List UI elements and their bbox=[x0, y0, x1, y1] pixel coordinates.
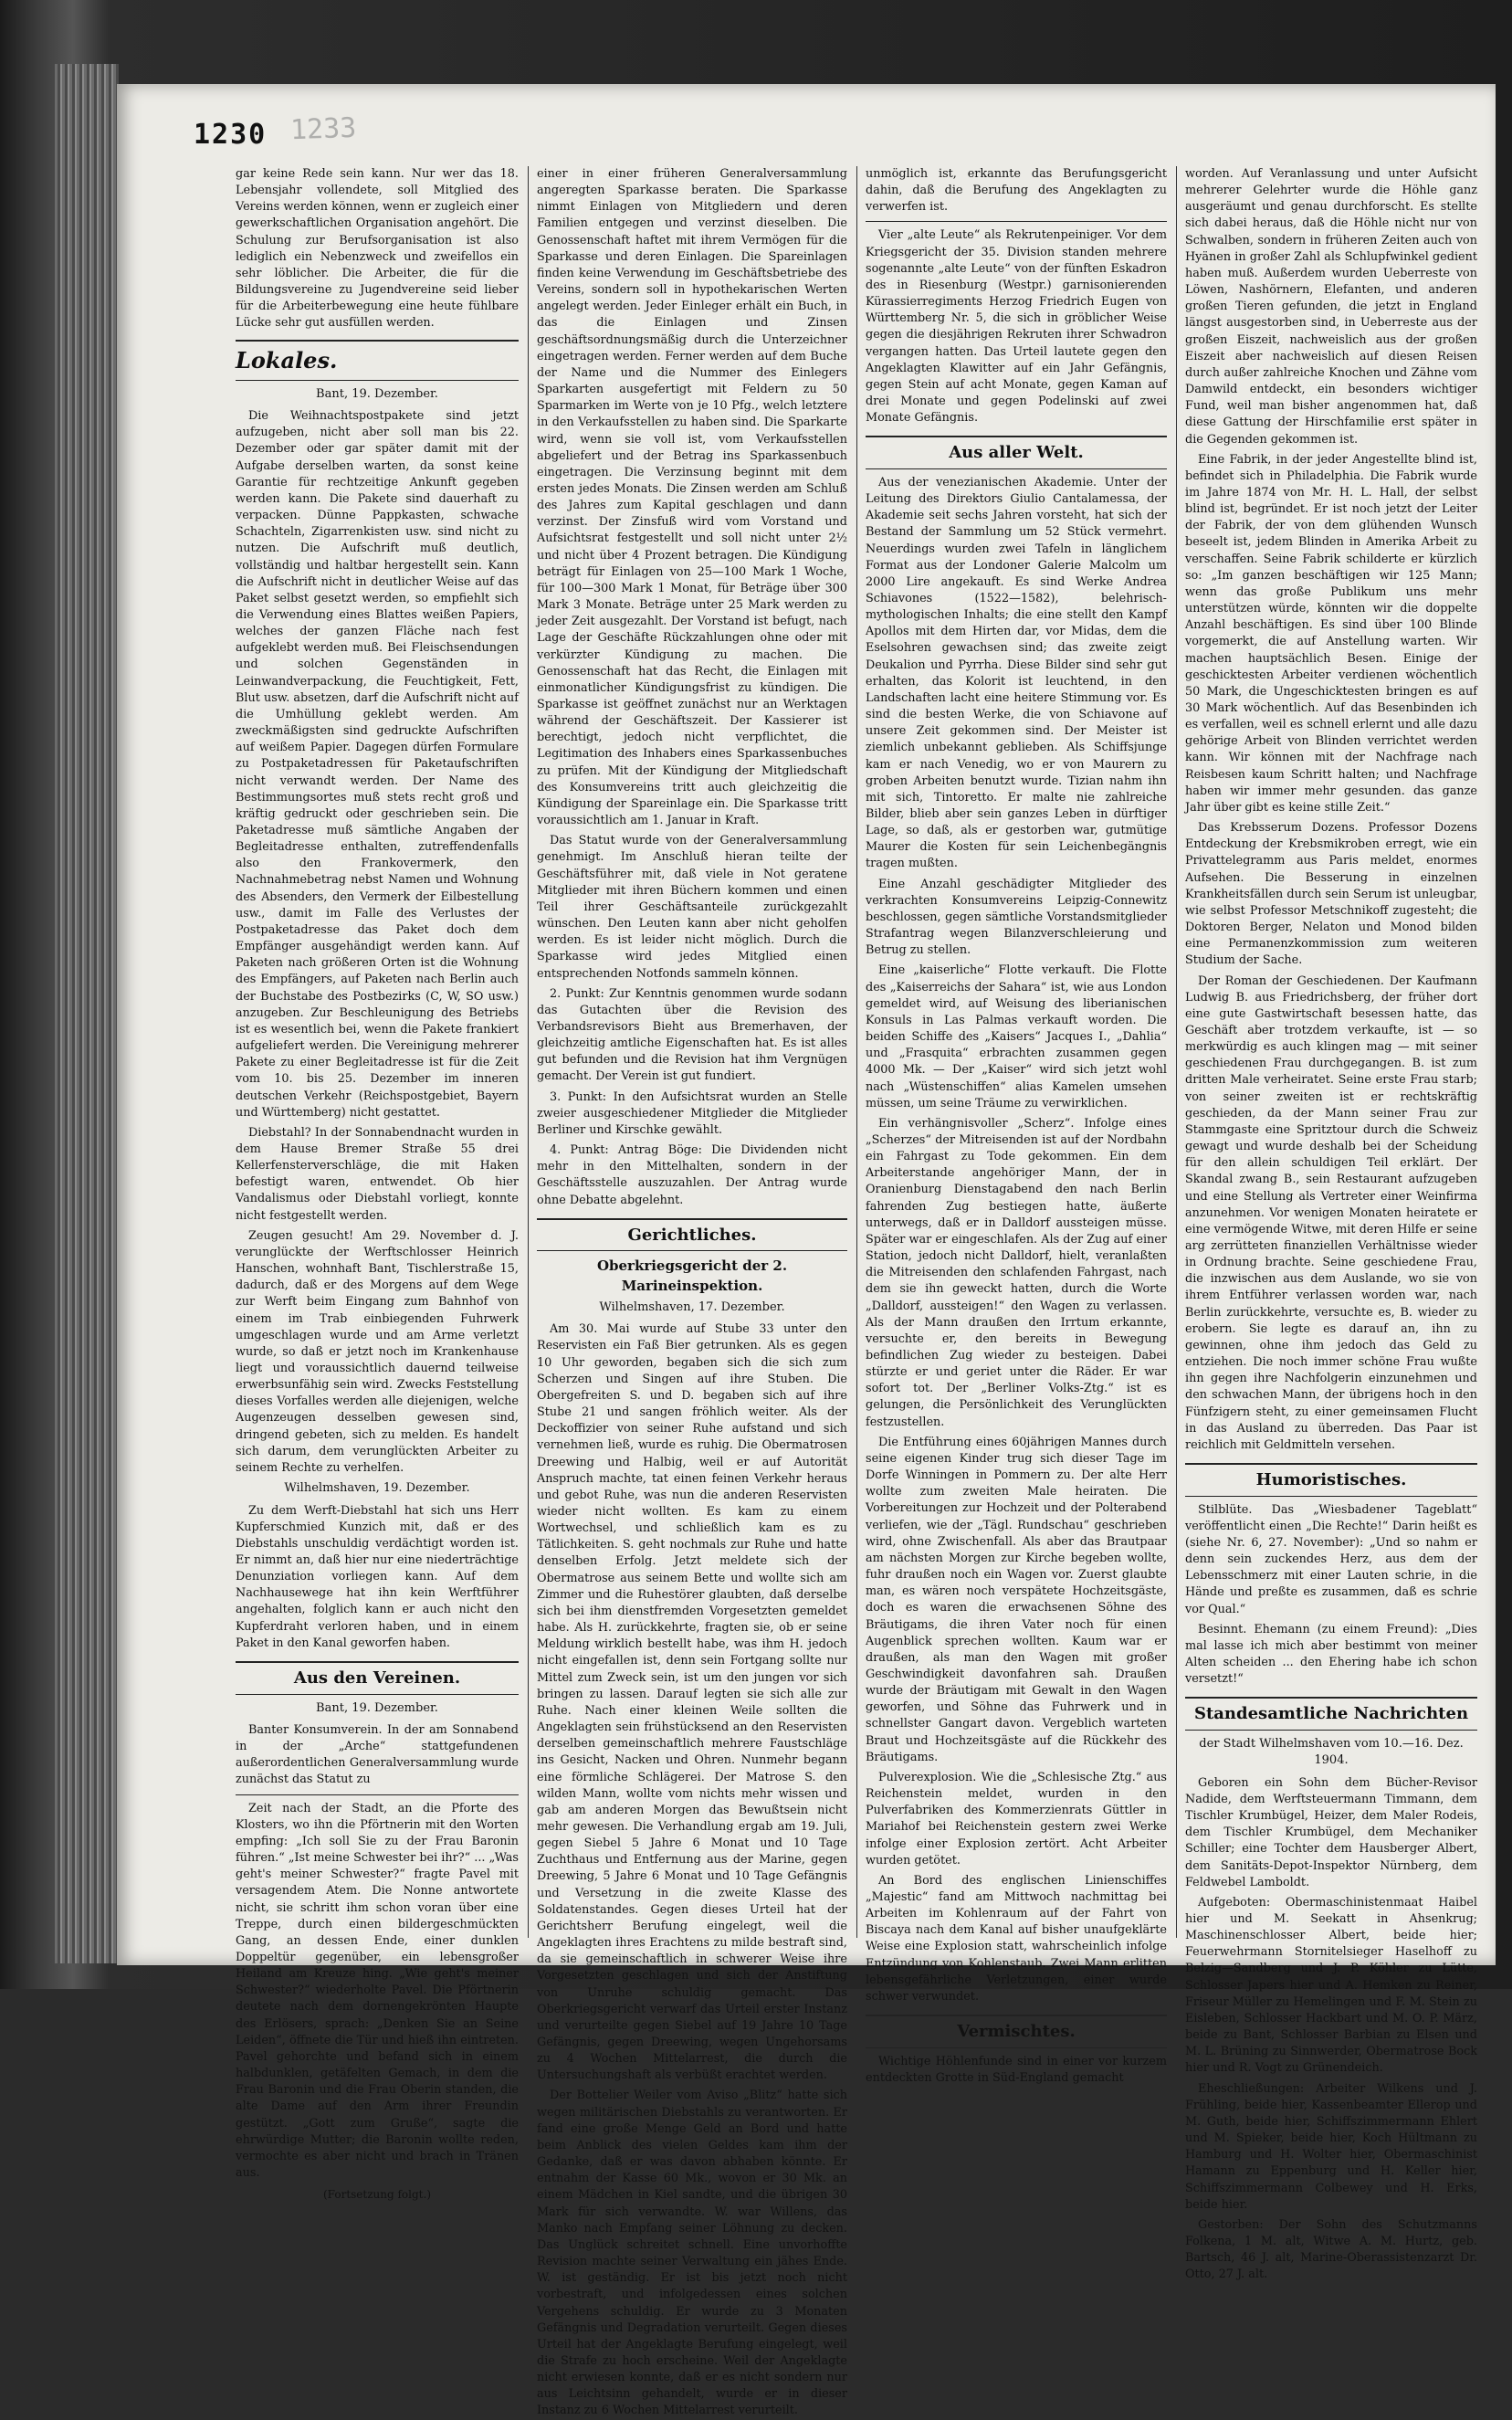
article-flotte: Eine „kaiserliche“ Flotte verkauft. Die Flotte des „Kaiserreichs der Sahara“ ist, wie aus London gemeldet wird, auf Weisung des liberianischen Konsuls in Las Palmas verkauft worden. Die beiden Schiffe des „Kaisers“ Jacques I., „Dahlia“ und „Frasquita“ erbrachten zusammen gegen 4000 Mk. — Der „Kaiser“ wird sich jetzt wohl nach „Wüstenschiffen“ alias Kamelen umsehen müssen, um seine Träume zu verwirklichen. bbox=[866, 963, 1167, 1110]
article-konsumverein-leipzig: Eine Anzahl geschädigter Mitglieder des verkrachten Konsumvereins Leipzig-Connewitz beschlossen, gegen sämtliche Vorstandsmitglieder Strafantrag wegen Bilanzverschleierung und Betrug zu stellen. bbox=[866, 877, 1167, 958]
section-title-standesamt: Standesamtliche Nachrichten bbox=[1185, 1697, 1477, 1731]
article-hoehlenfunde: Wichtige Höhlenfunde sind in einer vor kurzem entdeckten Grotte in Süd-England gemacht bbox=[866, 2054, 1167, 2085]
dateline: Bant, 19. Dezember. bbox=[316, 386, 438, 401]
article-werft-diebstahl: Zu dem Werft-Diebstahl hat sich uns Herr Kupferschmied Kunzich mit, daß er des Diebstahls unschuldig verdächtigt worden ist. Er nimmt an, daß hier nur eine niederträchtige Denunziation vorliegen kann. Auf dem Nachhausewege hat ihn kein Werftführer angehalten, folglich kann er auch nicht den Kupferdraht verloren haben, und in einem Paket in den Kanal geworfen haben. bbox=[236, 1503, 519, 1650]
article-oberkriegsgericht: Am 30. Mai wurde auf Stube 33 unter den Reservisten ein Faß Bier getrunken. Als es gegen 10 Uhr geworden, begaben sich die sich zum Scherzen und Singen auf ihre Stuben. Die Obergefreiten S. und D. begaben sich auf ihre Stube 21 und sangen fröhlich weiter. Als der Deckoffizier von seiner Ruhe aufstand und sich vernehmen ließ, wurde es ruhig. Die Obermatrosen Dreewing und Halbig, weil er auf Autorität Anspruch machte, tat einen feinen Verkehr heraus und gebot Ruhe, was nun die anderen Reservisten wieder nicht wollten. Es kam zu einem Wortwechsel, und schließlich kam es zu Tätlichkeiten. S. geht nochmals zur Ruhe und hatte denselben Erfolg. Jetzt meldete sich der Obermatrose aus seinem Bette und wollte sich am Zimmer und die Ruhestörer glaubten, daß derselbe sich bei ihm dienstfremden Vorgesetzten gemeldet habe. Als H. zurückkehrte, fragten sie, ob er seine Meldung wirklich bestellt habe, was ihm H. jedoch nicht eingefallen ist, denn sein Fortgang sollte nur Mittel zum Zweck sein, ist um den jungen vor sich bringen zu lassen. Darauf legten sie sich alle zur Ruhe. Nach einer kleinen Weile sollten die Angeklagten sein frühstücksend an den Reservisten derselben gemeinschaftlich mehrere Faustschläge ins Gesicht, Nacken und Ohren. Nunmehr begann eine förmliche Schlägerei. Der Matrose S. den wilden Mann, wollte vom nichts mehr wissen und gab am anderen Morgen das Bewußtsein nicht mehr gewesen. Die Verhandlung ergab am 19. Juli, gegen Siebel 5 Jahre 6 Monat und 10 Tage Zuchthaus und Entfernung aus der Marine, gegen Dreewing, 5 Jahre 6 Monat und 10 Tage Gefängnis und Versetzung in die zweite Klasse des Soldatenstandes. Gegen dieses Urteil hat der Gerichtsherr Berufung eingelegt, weil die Angeklagten ihres Erachtens zu milde bestraft sind, da sie gemeinschaftlich in schwerer Weise ihre Vorgesetzten geschlagen und sich der Anstiftung von Unruhe schuldig gemacht. Das Oberkriegsgericht verwarf das Urteil erster Instanz und verurteilte gegen Siebel auf 19 Jahre 10 Tage Gefängnis, gegen Dreewing, wegen Ungehorsams zu 4 Wochen Mittelarrest, die durch die Untersuchungshaft als verbüßt erachtet werden. bbox=[537, 1322, 847, 2083]
section-title-lokales: Lokales. bbox=[236, 340, 519, 381]
column-3 bbox=[866, 166, 1167, 2085]
section-title-vermischtes: Vermischtes. bbox=[866, 2015, 1167, 2048]
article-majestic: An Bord des englischen Linienschiffes „Majestic“ fand am Mittwoch nachmittag bei Arbeiten im Kohlenraum auf der Fahrt von Biscaya nach dem Kanal auf bisher unaufgeklärte Weise eine Explosion statt, wahrscheinlich infolge Entzündung von Kohlenstaub. Zwei Mann erlitten lebensgefährliche Verletzungen, einer wurde schwer verwundet. bbox=[866, 1873, 1167, 2004]
standesamt-subtitle: der Stadt Wilhelmshaven vom 10.—16. Dez. 1904. bbox=[1199, 1736, 1464, 1768]
feuilleton-story: Zeit nach der Stadt, an die Pforte des Klosters, wo ihn die Pförtnerin mit den Worten empfing: „Ich soll Sie zu der Frau Baronin führen.“ „Ist meine Schwester bei ihr?“ ... „Was geht's meiner Schwester?“ fragte Pavel mit versagendem Atem. Die Nonne antwortete nicht, sie schritt ihm schon voran über eine Treppe, durch einen bildergeschmückten Gang, an dessen Ende, einer dunklen Doppeltür gegenüber, ein lebensgroßer Heiland am Kreuze hing. „Wie geht's meiner Schwester?“ wiederholte Pavel. Die Pförtnerin deutete nach dem dornengekrönten Haupte des Erlösers, sprach: „Denken Sie an Seine Leiden“, öffnete die Tür und hieß ihn eintreten. Pavel gehorchte und befand sich in einem halbdunklen, getäfelten Gemach, in dem die Frau Baronin und die Frau Oberin standen, die alte Dame auf den Arm ihrer Freundin gestützt. „Gott zum Gruße“, sagte die ehrwürdige Mutter; die Baronin wollte reden, vermochte es aber nicht und brach in Tränen aus. bbox=[236, 1801, 519, 2181]
book-spine-edge bbox=[55, 64, 119, 1963]
newspaper-page bbox=[117, 84, 1496, 2418]
article-alte-leute: Vier „alte Leute“ als Rekrutenpeiniger. Vor dem Kriegsgericht der 35. Division standen mehrere sogenannte „alte Leute“ von der fünften Eskadron des in Riesenburg (Westpr.) garnisonierenden Kürassierregiments Herzog Friedrich Eugen von Württemberg Nr. 5, die sich in gröblicher Weise gegen die diesjährigen Rekruten ihrer Schwadron vergangen hatten. Das Urteil lautete gegen den Angeklagten Klawitter auf ein Jahr Gefängnis, gegen Stein auf acht Monate, gegen Kaman auf drei Monate und gegen Podelinski auf zwei Monate Gefängnis. bbox=[866, 228, 1167, 426]
separator bbox=[866, 221, 1167, 222]
article-punkt-3: 3. Punkt: In den Aufsichtsrat wurden an Stelle zweier ausgeschiedener Mitglieder die Mitglieder Berliner und Kirschke gewählt. bbox=[537, 1089, 847, 1137]
column-4 bbox=[1185, 166, 1477, 2282]
article-text: unmöglich ist, erkannte das Berufungsgericht dahin, daß die Berufung des Angeklagten zu verwerfen ist. bbox=[866, 167, 1167, 215]
article-statut: Das Statut wurde von der Generalversammlung genehmigt. Im Anschluß hieran teilte der Geschäftsführer mit, daß viele in Not geratene Mitglieder mit ihren Büchern kommen und einen Teil ihrer Geschäftsanteile zurückgezahlt wünschen. Den Leuten kann aber nicht geholfen werden. Es ist leider nicht möglich. Durch die Sparkasse wird jedes Mitglied einen entsprechenden Notfonds sammeln können. bbox=[537, 834, 847, 981]
article-krebsserum: Das Krebsserum Dozens. Professor Dozens Entdeckung der Krebsmikroben erregt, wie ein Privattelegramm aus Paris meldet, enormes Aufsehen. Die Besserung in einzelnen Krankheitsfällen durch sein Serum ist unleugbar, wie selbst Professor Metschnikoff zugesteht; die Doktoren Berger, Nelaton und Monod bilden eine Permanenzkommission zum weiteren Studium der Sache. bbox=[1185, 821, 1477, 968]
sub-heading-oberkriegsgericht: Oberkriegsgericht der 2. Marineinspektion. bbox=[596, 1257, 788, 1294]
article-bottelier: Der Bottelier Weiler vom Aviso „Blitz“ hatte sich wegen militärischen Diebstahls zu verantworten. Er fand eine große Menge Geld an Bord und hatte beim Anblick des vielen Geldes kam ihm der Gedanke, daß er was davon abhaben könnte. Er entnahm der Kasse 60 Mk., wovon er 30 Mk. an einem Mädchen in Kiel sandte, und die übrigen 30 Mark für sich verwandte. W. war Willens, das Manko nach Empfang seiner Löhnung zu decken. Das Unglück schreitet schnell. Eine unvorhoffte Revision machte seiner Verwaltung ein jähes Ende. W. ist geständig. Er ist bis jetzt noch nicht vorbestraft, und infolgedessen eines solchen Vergehens schuldig. Er wurde zu 3 Monaten Gefängnis und Degradation verurteilt. Gegen dieses Urteil hat der Angeklagte Berufung eingelegt, weil die Strafe zu hoch erscheine. Weil der Angeklagte nicht erwiesen konnte, daß er es nicht sondern nur aus Leichtsinn gehandelt, wurde er in dieser Instanz zu 6 Wochen Mittelarrest verurteilt. bbox=[537, 2089, 847, 2418]
article-punkt-2: 2. Punkt: Zur Kenntnis genommen wurde sodann das Gutachten über die Revision des Verbandsrevisors Bieht aus Bremerhaven, der gleichzeitig amtliche Eigenschaften hat. Es ist alles gut befunden und die Revision hat ihm Vergnügen gemacht. Der Verein ist gut fundiert. bbox=[537, 986, 847, 1084]
section-title-aus-aller-welt: Aus aller Welt. bbox=[866, 436, 1167, 469]
archive-stamp: 1233 bbox=[289, 111, 357, 147]
article-entfuehrung: Die Entführung eines 60jährigen Mannes durch seine eigenen Kinder trug sich dieser Tage im Dorfe Winningen in Pommern zu. Der alte Herr wollte zum zweiten Male heiraten. Die Vorbereitungen zur Hochzeit und der Polterabend verliefen, wie der „Tägl. Rundschau“ geschrieben wird, ohne Zwischenfall. Als aber das Brautpaar am nächsten Morgen zur Kirche begeben wollte, fuhr draußen noch ein Wagen vor. Zuerst glaubte man, es wären noch verspätete Hochzeitsgäste, doch es waren die erwachsenen Söhne des Bräutigams, die ihren Vater noch für einen Augenblick sprechen wollten. Kaum war er draußen, als man den Wagen mit großer Geschwindigkeit davonfahren sah. Draußen wurde der Bräutigam mit Gewalt in den Wagen geworfen, und Söhne das Fuhrwerk und in schnellster Gangart davon. Vergeblich warteten Braut und Hochzeitsgäste auf die Rückkehr des Bräutigams. bbox=[866, 1435, 1167, 1764]
section-title-humoristisches: Humoristisches. bbox=[1185, 1463, 1477, 1497]
continuation-note: (Fortsetzung folgt.) bbox=[323, 2188, 431, 2202]
article-besinnt: Besinnt. Ehemann (zu einem Freund): „Dies mal lasse ich mich aber bestimmt von meiner Alten scheiden ... den Ehering habe ich schon versetzt!“ bbox=[1185, 1622, 1477, 1687]
dateline: Bant, 19. Dezember. bbox=[316, 1700, 438, 1715]
article-pulverexplosion: Pulverexplosion. Wie die „Schlesische Ztg.“ aus Reichenstein meldet, wurden in den Pulverfabriken des Kommerzienrats Güttler in Mariahof bei Reichenstein gestern zwei Werke infolge einer Explosion zertört. Acht Arbeiter wurden getötet. bbox=[866, 1770, 1167, 1868]
article-zeugen: Zeugen gesucht! Am 29. November d. J. verunglückte der Werftschlosser Heinrich Hanschen, wohnhaft Bant, Tischlerstraße 15, dadurch, daß er des Morgens auf dem Wege zur Werft beim Eingang zum Bahnhof von einem im Trab einbiegenden Fuhrwerk umgeschlagen wurde und am Arme verletzt wurde, so daß er jetzt noch im Krankenhause liegt und voraussichtlich dauernd teilweise erwerbsunfähig sein wird. Zwecks Feststellung dieses Vorfalles werden alle diejenigen, welche Augenzeugen desselben gewesen sind, dringend gebeten, sich zu melden. Es handelt sich darum, dem verunglückten Arbeiter zu seinem Rechte zu verhelfen. bbox=[236, 1228, 519, 1475]
standesamt-geboren: Geboren ein Sohn dem Bücher-Revisor Nadide, dem Werftsteuermann Timmann, dem Tischler Krumbügel, Heizer, dem Maler Rodeis, dem Tischler Krumbügel, dem Mechaniker Schiller; eine Tochter dem Hausberger Albert, dem Sanitäts-Depot-Inspektor Nürnberg, dem Feldwebel Lamboldt. bbox=[1185, 1775, 1477, 1889]
article-diebstahl: Diebstahl? In der Sonnabendnacht wurden in dem Hause Bremer Straße 55 drei Kellerfensterverschläge, die mit Haken befestigt waren, entwendet. Ob hier Vandalismus oder Diebstahl vorliegt, konnte nicht festgestellt werden. bbox=[236, 1125, 519, 1223]
article-akademie: Aus der venezianischen Akademie. Unter der Leitung des Direktors Giulio Cantalamessa, der Akademie seit sechs Jahren vorsteht, hat sich der Bestand der Sammlung um 52 Stück vermehrt. Neuerdings wurden zwei Tafeln in länglichem Format aus der Londoner Galerie Malcolm um 2000 Lire angekauft. Es sind Werke Andrea Schiavones (1522—1582), belehrisch-mythologischen Inhalts; die eine stellt den Kampf Apollos mit dem Hirten dar, vor Midas, dem die Eselsohren gewachsen sind; das zweite zeigt Deukalion und Pyrrha. Diese Bilder sind sehr gut erhalten, das Kolorit ist leuchtend, in den Landschaften lacht eine heitere Stimmung vor. Es sind die besten Werke, die von Schiavone auf unsere Zeit gekommen sind. Der Meister ist ziemlich unbekannt geblieben. Als Schiffsjunge kam er nach Venedig, wo er von Maurern zu groben Arbeiten benutzt wurde. Tizian nahm ihn mit sich, Tintoretto. Er malte nie zahlreiche Bilder, blieb aber sein ganzes Leben in dürftiger Lage, so daß, als er gestorben war, gutmütige Maurer die Kosten für sein Leichenbegängnis tragen mußten. bbox=[866, 475, 1167, 871]
dateline: Wilhelmshaven, 19. Dezember. bbox=[284, 1481, 470, 1496]
columns bbox=[236, 166, 1477, 2418]
article-text: gar keine Rede sein kann. Nur wer das 18. Lebensjahr vollendete, soll Mitglied des Vereins werden können, wenn er zugleich einer gewerkschaftlichen Organisation angehört. Die Schulung zur Berufsorganisation ist also lediglich ein Nebenzweck und zweifellos ein sehr löblicher. Die Arbeiter, die für die Bildungsvereine zu Jugendvereine seid lieber für die Arbeiterbewegung eine heute fühlbare Lücke sehr gut ausfüllen werden. bbox=[236, 167, 519, 331]
standesamt-aufgeboten: Aufgeboten: Obermaschinistenmaat Haibel hier und M. Seekatt in Ahsenkrug; Maschinenschlosser Albert, beide hier; Feuerwehrmann Stornitelsieger Haselhoff zu Belzig—Sandberg und J. P. Köhler zu Lütte, Schlosser Japers hier und A. Hemken zu Reiner, Friseur Müller zu Hemelingen und F. M. Stein zu Eisleben, Schlosser Hackbart und M. O. P. März, beide zu Bant, Schlosser Barbian zu Elsen und M. L. Brüning zu Sinnwerder, Obermatrose Bock hier und R. Vogt zu Grünendeich. bbox=[1185, 1895, 1477, 2076]
column-rule bbox=[528, 166, 529, 1938]
page-number: 1230 bbox=[194, 119, 268, 151]
article-konsumverein: Banter Konsumverein. In der am Sonnabend in der „Arche“ stattgefundenen außerordentlichen Generalversammlung wurde zunächst das Statut zu bbox=[236, 1722, 519, 1787]
section-title-gerichtliches: Gerichtliches. bbox=[537, 1218, 847, 1252]
article-scherz: Ein verhängnisvoller „Scherz“. Infolge eines „Scherzes“ der Mitreisenden ist auf der Nordbahn ein Fahrgast zu Tode gekommen. Ein dem Arbeiterstande angehöriger Mann, der in Oranienburg Dienstagabend den nach Berlin fahrenden Zug bestiegen hatte, äußerte unterwegs, daß er in Dalldorf aussteigen müsse. Später war er eingeschlafen. Als der Zug auf einer Station, jedoch nicht Dalldorf, hielt, veranlaßten die Mitreisenden den schlafenden Fahrgast, nach dem sie ihn geweckt hatten, durch die Worte „Dalldorf, aussteigen!“ den Wagen zu verlassen. Als der Mann draußen den Irrtum erkannte, versuchte er, den bereits in Bewegung befindlichen Zug wieder zu besteigen. Dabei stürzte er und geriet unter die Räder. Er war sofort tot. Der „Berliner Volks-Ztg.“ ist es gelungen, die Persönlichkeit des Verunglückten festzustellen. bbox=[866, 1116, 1167, 1429]
separator bbox=[236, 1794, 519, 1795]
column-rule bbox=[1176, 166, 1177, 1938]
standesamt-gestorben: Gestorben: Der Sohn des Schutzmanns Folkena, 1 M. alt, Witwe A. M. Hurtz, geb. Bartsch, 46 J. alt, Marine-Oberassistenzarzt Dr. Otto, 27 J. alt. bbox=[1185, 2217, 1477, 2282]
article-roman-geschiedenen: Der Roman der Geschiedenen. Der Kaufmann Ludwig B. aus Friedrichsberg, der früher dort eine gute Gastwirtschaft besessen hatte, das Geschäft aber trotzdem verkaufte, ist — so merkwürdig es auch klingen mag — mit seiner geschiedenen Frau durchgegangen. B. ist zum dritten Male verheiratet. Seine erste Frau starb; von seiner zweiten ist er rechtskräftig geschieden, da der Mann seiner Frau zur Stammgaste eine Spritztour durch die Schweiz gewagt und wurde deshalb bei der Scheidung für den allein schuldigen Teil erklärt. Der Skandal zwang B., sein Restaurant aufzugeben und eine Stellung als Vertreter einer Weinfirma anzunehmen. Vor wenigen Monaten heiratete er eine vermögende Witwe, mit deren Hilfe er seine arg zerrütteten finanziellen Verhältnisse wieder in Ordnung brachte. Seine geschiedene Frau, die inzwischen aus dem Auslande, wo sie von ihrem Entführer verlassen worden war, nach Berlin zurückkehrte, versuchte es, B. wieder zu erobern. Sie legte es darauf an, ihn zu gewinnen, ohne ihm jedoch das Geld zu entziehen. Die noch immer schöne Frau wußte ihn gegen ihre Nachfolgerin einzunehmen und den schwachen Mann, der übrigens hoch in den Fünfzigern steht, zu einer gemeinsamen Flucht in das Ausland zu überreden. Das Paar ist reichlich mit Geldmitteln versehen. bbox=[1185, 973, 1477, 1452]
article-weihnachtspakete: Die Weihnachtspostpakete sind jetzt aufzugeben, nicht aber soll man bis 22. Dezember oder gar später damit mit der Aufgabe derselben warten, da sonst keine Garantie für rechtzeitige Ankunft gegeben werden kann. Die Pakete sind dauerhaft zu verpacken. Dünne Pappkasten, schwache Schachteln, Zigarrenkisten usw. sind nicht zu nutzen. Die Aufschrift muß deutlich, vollständig und haltbar hergestellt sein. Kann die Aufschrift nicht in deutlicher Weise auf das Paket selbst gesetzt werden, so empfiehlt sich die Verwendung eines Blattes weißen Papiers, welches der ganzen Fläche nach fest aufgeklebt werden muß. Bei Fleischsendungen und solchen Gegenständen in Leinwandverpackung, die Feuchtigkeit, Fett, Blut usw. absetzen, darf die Aufschrift nicht auf die Umhüllung geklebt werden. Am zweckmäßigsten sind gedruckte Aufschriften auf weißem Papier. Dagegen dürfen Formulare zu Postpaketadressen für Paketaufschriften nicht verwandt werden. Der Name des Bestimmungsortes muß stets recht groß und kräftig gedruckt oder geschrieben sein. Die Paketadresse muß sämtliche Angaben der Begleitadresse enthalten, zutreffendenfalls also den Frankovermerk, den Nachnahmebetrag nebst Namen und Wohnung des Absenders, den Vermerk der Eilbestellung usw., damit im Falle des Verlustes der Postpaketadresse das Paket doch dem Empfänger ausgehändigt werden kann. Auf Paketen nach größeren Orten ist die Wohnung des Empfängers, auf Paketen nach Berlin auch der Buchstabe des Postbezirks (C, W, SO usw.) anzugeben. Zur Beschleunigung des Betriebs ist es wesentlich bei, wenn die Pakete frankiert aufgeliefert werden. Die Vereinigung mehrerer Pakete zu einer Begleitadresse ist für die Zeit vom 10. bis 25. Dezember im inneren deutschen Verkehr (Reichspostgebiet, Bayern und Württemberg) nicht gestattet. bbox=[236, 409, 519, 1120]
article-hoehlenfunde-cont: worden. Auf Veranlassung und unter Aufsicht mehrerer Gelehrter wurde die Höhle ganz ausgeräumt und genau durchforscht. Es stellte sich dabei heraus, daß die Höhle nicht nur von Schwalben, sondern in früheren Zeiten auch von Hyänen in großer Zahl als Schlupfwinkel gedient haben muß. Außerdem wurden Ueberreste von Löwen, Nashörnern, Elefanten, und anderen großen Tieren gefunden, die jetzt in England längst ausgestorben sind, in Ueberreste aus der großen Eiszeit, nachweislich aus der großen Eiszeit aber nachweislich auf diesen Reisen durch außer zahlreiche Knochen und Zähne vom Damwild entdeckt, ein besonders wichtiger Fund, weil man bisher angenommen hat, daß diese Gattung der Hirschfamilie erst später in die Gegenden gekommen ist. bbox=[1185, 167, 1477, 447]
column-2 bbox=[537, 166, 847, 2418]
standesamt-eheschliessungen: Eheschließungen: Arbeiter Wilkens und J. Frühling, beide hier, Kassenbeamter Ellerop und M. Guth, beide hier, Schiffszimmermann Ehlert und M. Spieker, beide hier, Koch Hültmann zu Hamburg und H. Wolter hier, Obermaschinist Hamann zu Eppenburg und H. Keller hier, Schiffszimmermann Colbewey und H. Erks, beide hier. bbox=[1185, 2081, 1477, 2212]
article-punkt-4: 4. Punkt: Antrag Böge: Die Dividenden nicht mehr in den Mittelhalten, sondern in der Geschäftsstelle auszuzahlen. Der Antrag wurde ohne Debatte abgelehnt. bbox=[537, 1143, 847, 1207]
article-sparkasse: einer in einer früheren Generalversammlung angeregten Sparkasse beraten. Die Sparkasse nimmt Einlagen von Mitgliedern und deren Familien entgegen und verzinst dieselben. Die Genossenschaft haftet mit ihrem Vermögen für die Sparkasse und deren Einlagen. Die Spareinlagen finden keine Verwendung im Geschäftsbetriebe des Vereins, sondern soll in hypothekarischen Werten angelegt werden. Jeder Einleger erhält ein Buch, in das die Einlagen und Zinsen geschäftsordnungsmäßig durch die Unterzeichner eingetragen werden. Ferner werden auf dem Buche der Name und die Nummer des Einlegers Sparkarten ausgefertigt mit Feldern zu 50 Sparmarken im Werte von je 10 Pfg., welch letztere in den Verkaufsstellen zu haben sind. Die Sparkarte wird, wenn sie voll ist, vom Verkaufsstellen abgeliefert und der Betrag ins Sparkassenbuch eingetragen. Die Verzinsung beginnt mit dem ersten jedes Monats. Die Zinsen werden am Schluß des Jahres zum Kapital geschlagen und dann verzinst. Der Zinsfuß wird vom Vorstand und Aufsichtsrat festgestellt und soll nicht unter 2½ und nicht über 4 Prozent betragen. Die Kündigung beträgt für Einlagen von 25—100 Mark 1 Woche, für 100—300 Mark 1 Monat, für Beträge über 300 Mark 3 Monate. Beträge unter 25 Mark werden zu jeder Zeit ausgezahlt. Der Vorstand ist befugt, nach Lage der Geschäfte Rückzahlungen ohne oder mit verkürzter Kündigung zu machen. Die Genossenschaft hat das Recht, die Einlagen mit einmonatlicher Kündigungsfrist zu kündigen. Die Sparkasse ist geöffnet zunächst nur an Werktagen während der Geschäftszeit. Der Kassierer ist berechtigt, jedoch nicht verpflichtet, die Legitimation des Inhabers eines Sparkassenbuches zu prüfen. Mit der Kündigung der Mitgliedschaft des Konsumvereins tritt auch gleichzeitig die Kündigung der Spareinlage ein. Die Sparkasse tritt voraussichtlich am 1. Januar in Kraft. bbox=[537, 167, 847, 828]
article-stilbluete: Stilblüte. Das „Wiesbadener Tageblatt“ veröffentlicht einen „Die Rechte!“ Darin heißt es (siehe Nr. 6, 27. November): „Und so nahm er denn sein zuckendes Herz, aus dem der Lebensschmerz mit einer Lauten schrie, in die Hände und preßte es zusammen, daß es schrie vor Qual.“ bbox=[1185, 1502, 1477, 1616]
article-blinden-fabrik: Eine Fabrik, in der jeder Angestellte blind ist, befindet sich in Philadelphia. Die Fabrik wurde im Jahre 1874 von Mr. H. L. Hall, der selbst blind ist, begründet. Er ist noch jetzt der Leiter der Fabrik, der von dem glühenden Wunsch beseelt ist, jedem Blinden in Amerika Arbeit zu verschaffen. Seine Fabrik schilderte er kürzlich so: „Im ganzen beschäftigen wir 125 Mann; wenn das große Publikum uns mehr unterstützen würde, könnten wir die doppelte Anzahl beschäftigen. Es sind über 100 Blinde vorgemerkt, die auf Anstellung warten. Wir machen hauptsächlich Besen. Einige der geschicktesten Arbeiter verdienen wöchentlich 50 Mark, die Ungeschicktesten bringen es auf 30 Mark wöchentlich. Auf das Besenbinden ich es verfallen, weil es schnell erlernt und alle dazu gehörige Arbeit von Blinden verrichtet werden kann. Wir können mit der Nachfrage nach Reisbesen kaum Schritt halten; und Nachfrage haben wir immer mehr gesunden. das ganze Jahr über gibt es keine stille Zeit.“ bbox=[1185, 452, 1477, 815]
dateline: Wilhelmshaven, 17. Dezember. bbox=[599, 1299, 785, 1314]
column-1 bbox=[236, 166, 519, 2202]
section-title-vereine: Aus den Vereinen. bbox=[236, 1661, 519, 1695]
column-rule bbox=[856, 166, 857, 1938]
